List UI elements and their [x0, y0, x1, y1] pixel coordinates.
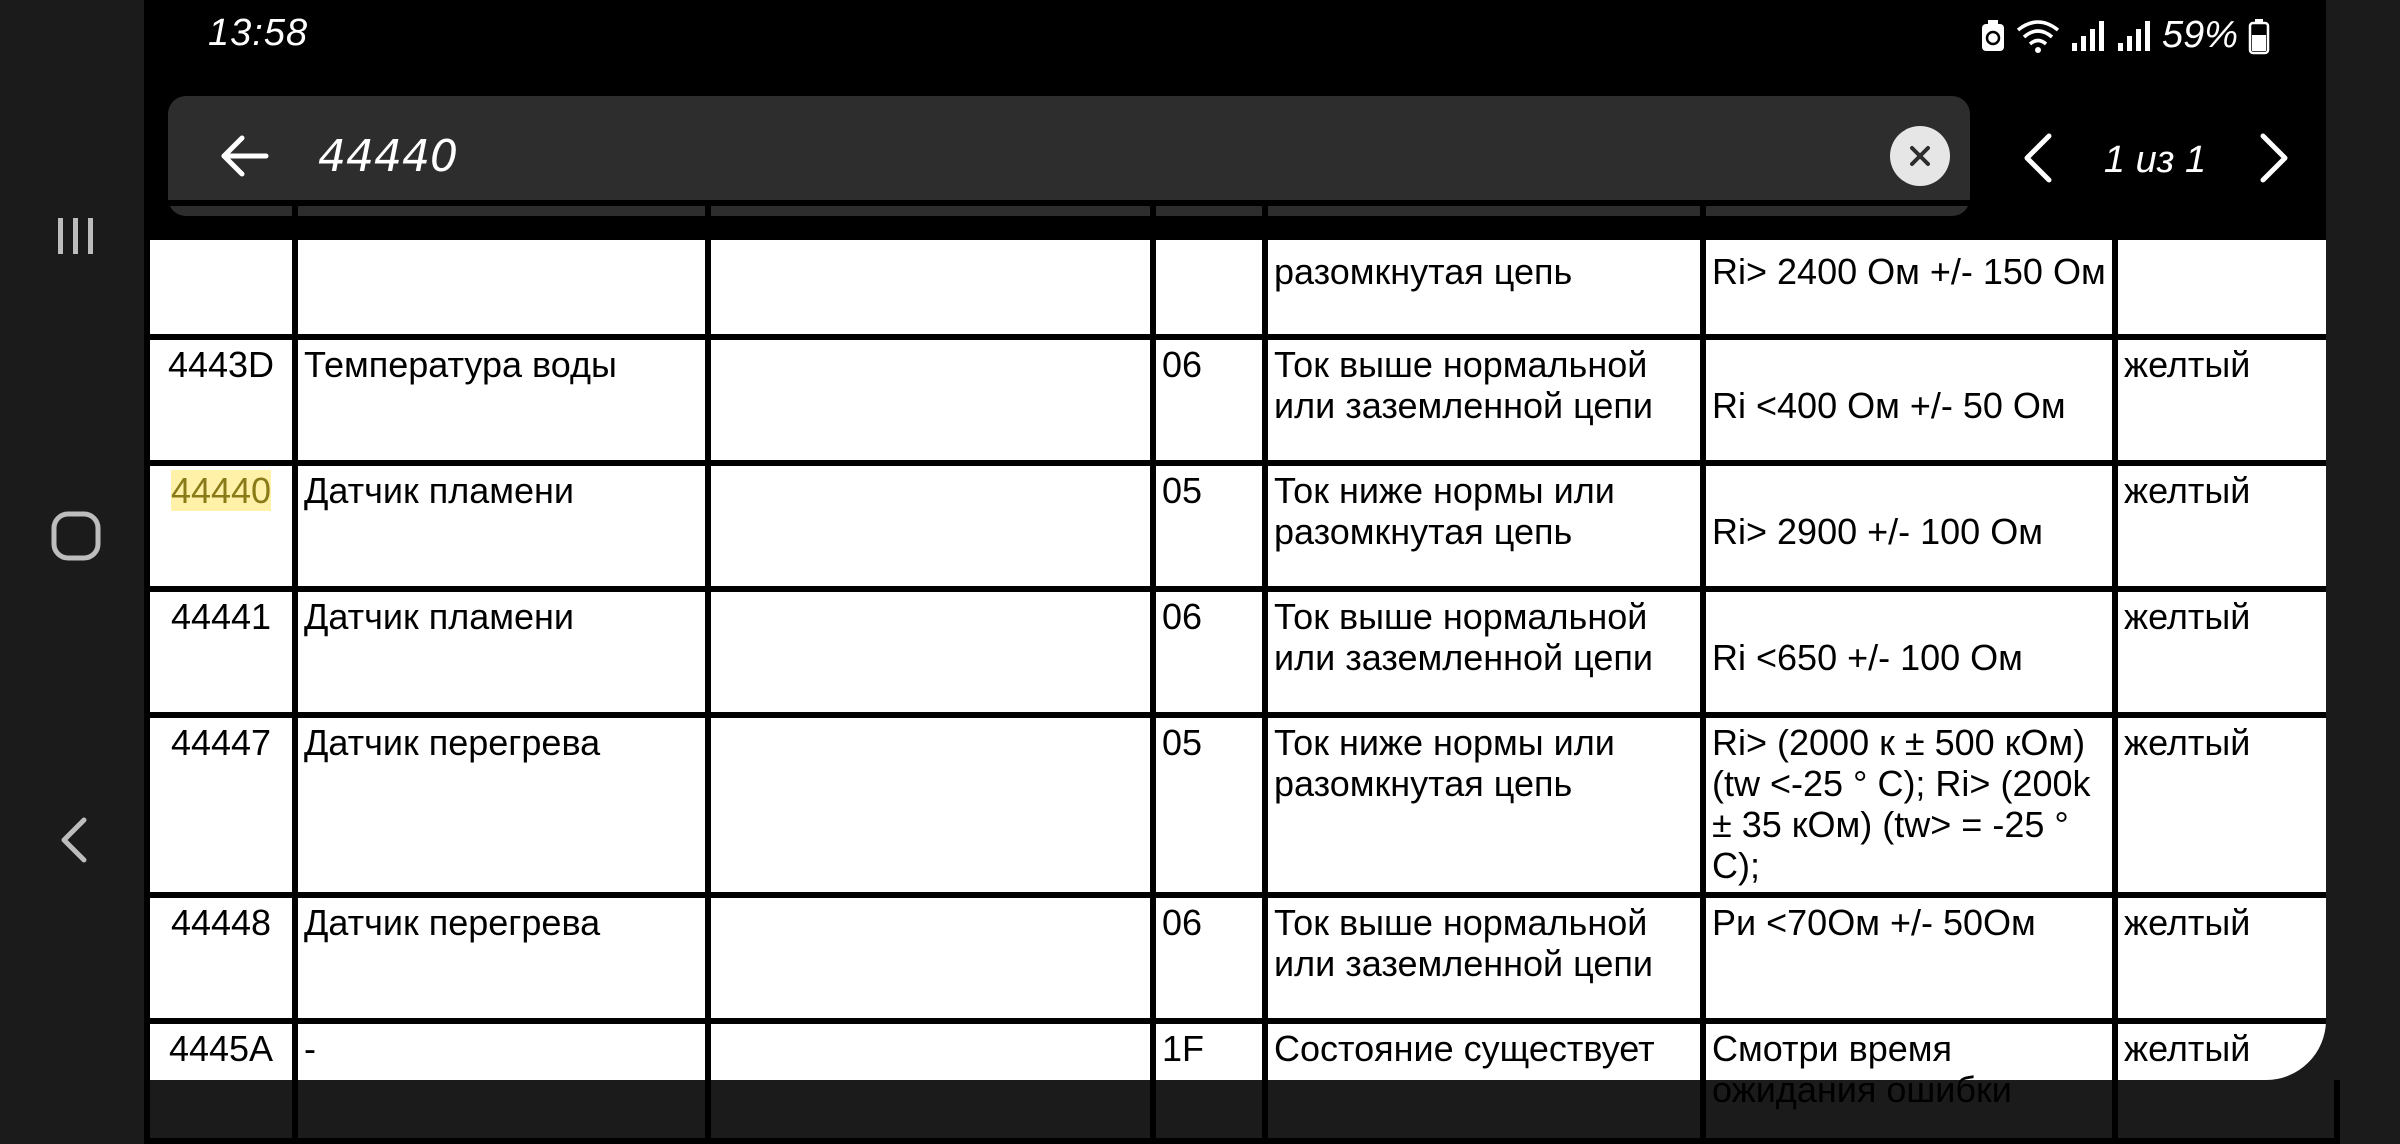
clear-icon	[1907, 143, 1933, 169]
find-back-button[interactable]	[210, 122, 278, 190]
name-cell: Датчик пламени	[295, 589, 708, 715]
status-icons	[1980, 14, 2270, 57]
code-cell	[147, 203, 295, 337]
resistance-cell: Ri> 2900 +/- 100 Ом	[1703, 463, 2115, 589]
condition-cell: Ток выше нормальной или заземленной цепи	[1265, 337, 1703, 463]
code-cell	[147, 463, 295, 589]
back-nav-button[interactable]	[40, 804, 112, 876]
screen-edge	[2326, 0, 2400, 1080]
search-match-highlight: 44440	[170, 470, 272, 511]
match-count: 1 из 1	[2103, 139, 2207, 181]
subcode-cell: 05	[1153, 463, 1265, 589]
empty-cell	[708, 337, 1153, 463]
condition-cell: Ток выше нормальной или заземленной цепи	[1265, 589, 1703, 715]
subcode-cell: 1F	[1153, 1021, 1265, 1141]
name-cell: Температура воды	[295, 337, 708, 463]
resistance-cell: Ri <400 Ом +/- 50 Ом	[1703, 337, 2115, 463]
condition-cell: Ток ниже нормы или разомкнутая цепь	[1265, 463, 1703, 589]
subcode-cell	[1153, 203, 1265, 337]
empty-cell	[708, 203, 1153, 337]
signal-icon	[2116, 19, 2152, 53]
battery-percent: 59%	[2161, 14, 2238, 56]
recents-button[interactable]	[40, 200, 112, 272]
condition-cell: Ток ниже нормы или разомкнутая цепь	[1265, 715, 1703, 895]
resistance-cell: Ri> 2400 Ом +/- 150 Ом	[1703, 203, 2115, 337]
color-cell	[2115, 203, 2337, 337]
back-nav-icon	[48, 812, 104, 868]
code-cell: 44441	[147, 589, 295, 715]
empty-cell	[708, 895, 1153, 1021]
table-row	[147, 895, 2337, 1021]
condition-cell: разомкнутая цепь	[1265, 203, 1703, 337]
table-row	[147, 463, 2337, 589]
name-cell: Датчик пламени	[295, 463, 708, 589]
navigation-rail	[0, 0, 144, 1080]
color-cell: желтый	[2115, 895, 2337, 1021]
name-cell: -	[295, 1021, 708, 1141]
name-cell: Датчик перегрева	[295, 895, 708, 1021]
color-cell: желтый	[2115, 715, 2337, 895]
condition-cell: Ток выше нормальной или заземленной цепи	[1265, 895, 1703, 1021]
table-row	[147, 589, 2337, 715]
find-bar	[168, 96, 1970, 216]
resistance-cell: Смотри время ожидания ошибки	[1703, 1021, 2115, 1141]
code-cell: 44448	[147, 895, 295, 1021]
table-row	[147, 715, 2337, 895]
table-row	[147, 1021, 2337, 1141]
code-cell: 44447	[147, 715, 295, 895]
subcode-cell: 05	[1153, 715, 1265, 895]
resistance-cell: Ri> (2000 к ± 500 кОм) (tw <-25 ° C); Ri> (200k ± 35 кОм) (tw> = -25 ° C);	[1703, 715, 2115, 895]
name-cell	[295, 203, 708, 337]
color-cell: желтый	[2115, 463, 2337, 589]
color-cell: желтый	[2115, 1021, 2337, 1141]
clear-search-button[interactable]	[1890, 126, 1950, 186]
chevron-left-icon	[2015, 130, 2065, 186]
home-button[interactable]	[40, 500, 112, 572]
resistance-cell: Ри <70Ом +/- 50Ом	[1703, 895, 2115, 1021]
condition-cell: Состояние существует	[1265, 1021, 1703, 1141]
subcode-cell: 06	[1153, 337, 1265, 463]
document-view[interactable]	[144, 240, 2326, 1110]
signal-icon	[2070, 19, 2106, 53]
empty-cell	[708, 463, 1153, 589]
home-icon	[46, 506, 106, 566]
recents-icon	[48, 208, 104, 264]
error-codes-table	[144, 200, 2340, 1144]
next-match-button[interactable]	[2238, 124, 2306, 192]
status-time: 13:58	[208, 12, 309, 54]
name-cell: Датчик перегрева	[295, 715, 708, 895]
empty-cell	[708, 715, 1153, 895]
subcode-cell: 06	[1153, 589, 1265, 715]
color-cell: желтый	[2115, 589, 2337, 715]
find-input[interactable]	[318, 116, 1818, 196]
subcode-cell: 06	[1153, 895, 1265, 1021]
wifi-icon	[2016, 18, 2060, 54]
table-row	[147, 337, 2337, 463]
empty-cell	[708, 1021, 1153, 1141]
empty-cell	[708, 589, 1153, 715]
resistance-cell: Ri <650 +/- 100 Ом	[1703, 589, 2115, 715]
code-cell: 4443D	[147, 337, 295, 463]
previous-match-button[interactable]	[2006, 124, 2074, 192]
chevron-right-icon	[2247, 130, 2297, 186]
status-bar	[144, 0, 2326, 72]
battery-icon	[2248, 18, 2270, 54]
battery-saver-icon	[1980, 19, 2006, 53]
arrow-left-icon	[216, 128, 272, 184]
table-row	[147, 203, 2337, 337]
code-cell: 4445A	[147, 1021, 295, 1141]
color-cell: желтый	[2115, 337, 2337, 463]
